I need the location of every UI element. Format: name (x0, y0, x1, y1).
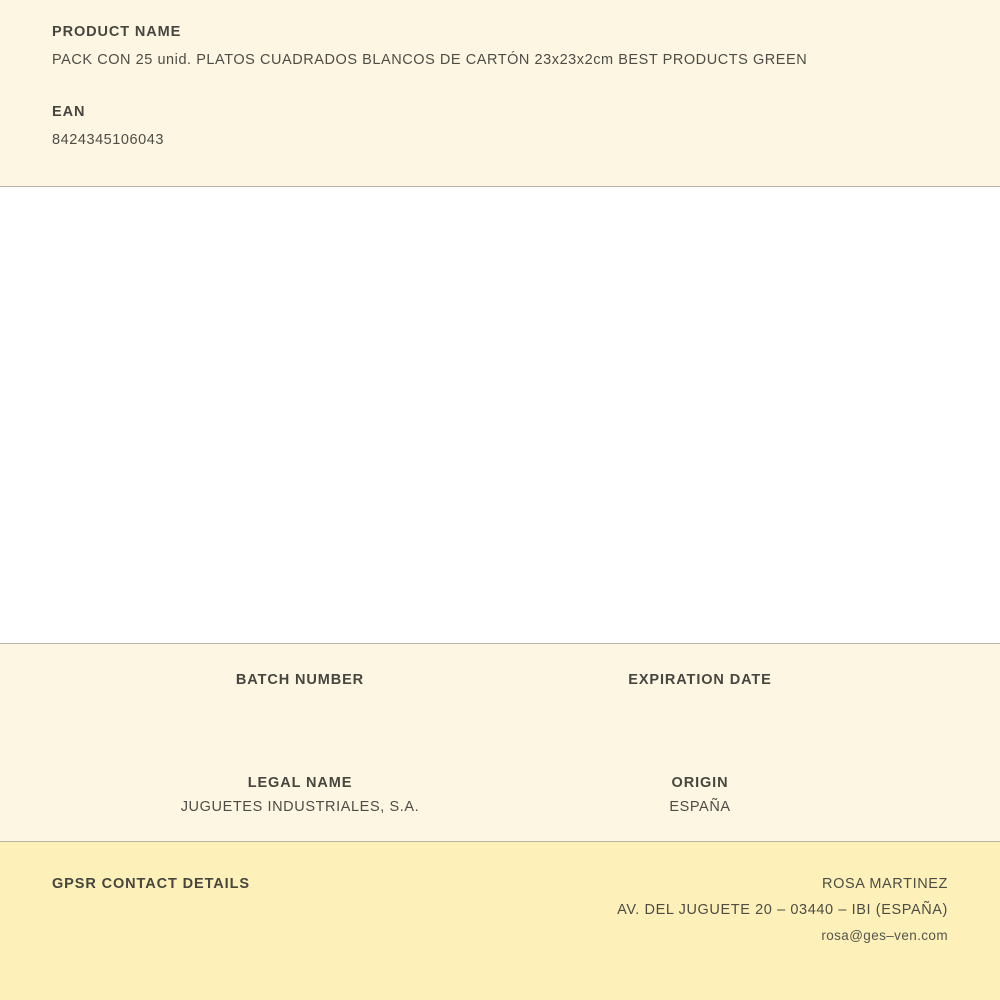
gpsr-footer-block (0, 842, 1000, 1000)
legal-name-label: LEGAL NAME (247, 775, 353, 791)
origin-label: ORIGIN (671, 775, 729, 791)
gpsr-contact-name: ROSA MARTINEZ (822, 876, 948, 892)
details-row-legal (0, 775, 1000, 816)
header-spacer (52, 68, 1000, 104)
gpsr-contact-label: GPSR CONTACT DETAILS (52, 876, 250, 892)
details-row-batch (0, 672, 1000, 713)
ean-value: 8424345106043 (52, 132, 164, 148)
gpsr-contact-details (617, 876, 948, 943)
legal-name-field (100, 775, 500, 816)
origin-value: ESPAÑA (669, 799, 731, 815)
product-name-label: PRODUCT NAME (52, 24, 182, 40)
gpsr-contact-email: rosa@ges–ven.com (821, 928, 948, 943)
ean-label: EAN (52, 104, 86, 120)
product-name-value: PACK CON 25 unid. PLATOS CUADRADOS BLANCOS DE CARTÓN 23x23x2cm BEST PRODUCTS GREEN (52, 52, 808, 68)
product-details-block (0, 644, 1000, 842)
product-image-area (0, 187, 1000, 644)
origin-field (500, 775, 900, 816)
expiration-date-field (500, 672, 900, 713)
expiration-date-label: EXPIRATION DATE (628, 672, 772, 688)
batch-number-label: BATCH NUMBER (235, 672, 365, 688)
batch-number-value (100, 696, 500, 713)
legal-name-value: JUGUETES INDUSTRIALES, S.A. (180, 799, 420, 815)
batch-number-field (100, 672, 500, 713)
product-header-block (0, 0, 1000, 187)
expiration-date-value (500, 696, 900, 713)
gpsr-contact-address: AV. DEL JUGUETE 20 – 03440 – IBI (ESPAÑA) (617, 902, 948, 918)
